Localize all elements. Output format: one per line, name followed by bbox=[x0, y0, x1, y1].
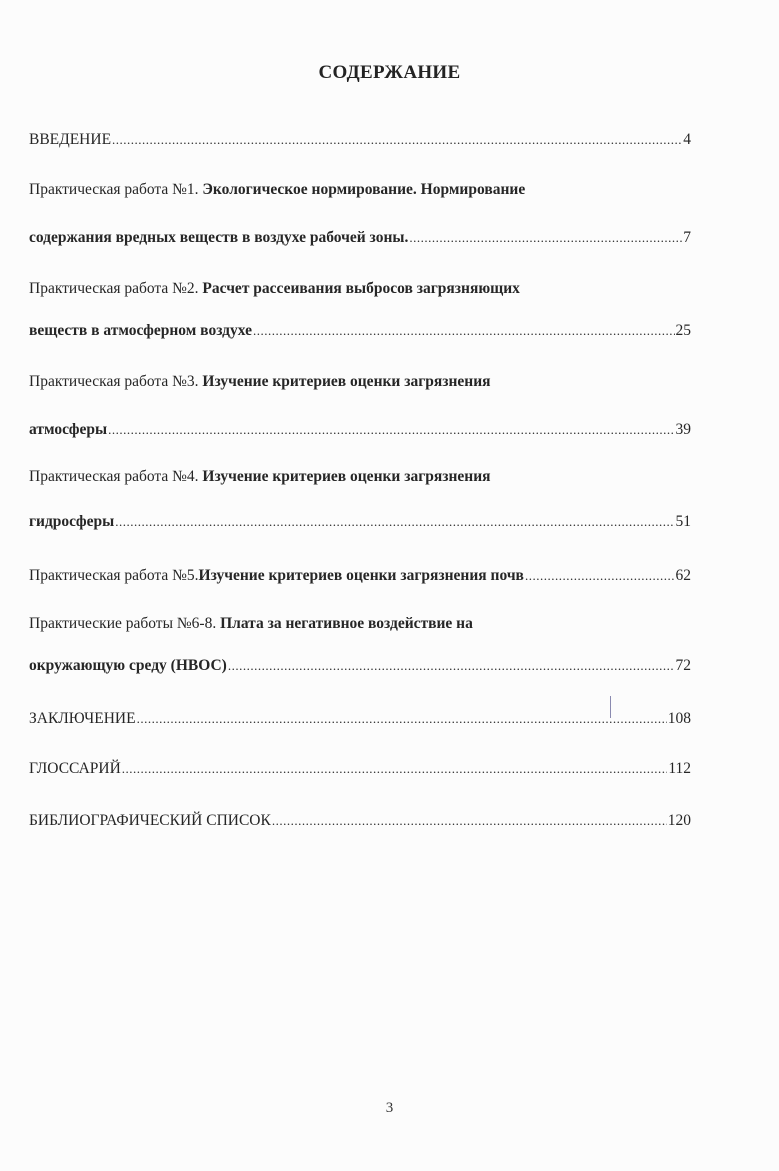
toc-entry-practical-6-8-line1[interactable] bbox=[29, 614, 691, 634]
toc-leader-dots bbox=[115, 512, 674, 532]
toc-page-number: 72 bbox=[675, 657, 691, 674]
toc-leader-dots bbox=[525, 566, 675, 586]
toc-entry-prefix: Практическая работа №1. bbox=[29, 181, 203, 198]
toc-entry-label: ВВЕДЕНИЕ bbox=[29, 131, 112, 148]
toc-leader-dots bbox=[253, 321, 675, 341]
toc-entry-conclusion[interactable] bbox=[29, 709, 691, 729]
toc-entry-prefix: Практическая работа №2. bbox=[29, 280, 203, 297]
toc-entry-practical-4-line2[interactable] bbox=[29, 512, 691, 532]
toc-heading: СОДЕРЖАНИЕ bbox=[318, 62, 461, 83]
toc-page-number: 39 bbox=[675, 421, 691, 438]
toc-entry-title: Изучение критериев оценки загрязнения bbox=[202, 468, 491, 485]
toc-entry-prefix: Практическая работа №5. bbox=[29, 567, 199, 584]
toc-leader-dots bbox=[228, 656, 675, 676]
toc-entry-practical-1-line2[interactable] bbox=[29, 228, 691, 248]
toc-entry-practical-5[interactable] bbox=[29, 566, 691, 586]
toc-page-number: 108 bbox=[667, 710, 691, 727]
page-number-footer: 3 bbox=[385, 1100, 394, 1116]
toc-leader-dots bbox=[122, 759, 668, 779]
toc-entry-title: Расчет рассеивания выбросов загрязняющих bbox=[202, 280, 520, 297]
toc-entry-title: Плата за негативное воздействие на bbox=[220, 615, 473, 632]
toc-entry-bibliography[interactable] bbox=[29, 811, 691, 831]
toc-entry-practical-3-line2[interactable] bbox=[29, 420, 691, 440]
toc-entry-practical-1-line1[interactable] bbox=[29, 180, 691, 200]
toc-entry-prefix: Практическая работа №3. bbox=[29, 373, 203, 390]
toc-entry-glossary[interactable] bbox=[29, 759, 691, 779]
toc-leader-dots bbox=[409, 228, 682, 248]
toc-entry-title-continued: содержания вредных веществ в воздухе рабочей зоны. bbox=[29, 229, 409, 246]
toc-page-number: 112 bbox=[668, 760, 691, 777]
toc-entry-title: Изучение критериев оценки загрязнения почв bbox=[198, 567, 524, 584]
toc-entry-introduction[interactable] bbox=[29, 130, 691, 150]
toc-leader-dots bbox=[108, 420, 674, 440]
toc-entry-practical-2-line1[interactable] bbox=[29, 279, 691, 299]
toc-entry-title-continued: атмосферы bbox=[29, 421, 108, 438]
toc-entry-practical-2-line2[interactable] bbox=[29, 321, 691, 341]
toc-entry-practical-4-line1[interactable] bbox=[29, 467, 691, 487]
toc-entry-practical-6-8-line2[interactable] bbox=[29, 656, 691, 676]
toc-entry-label: БИБЛИОГРАФИЧЕСКИЙ СПИСОК bbox=[29, 812, 271, 829]
toc-entry-title: Изучение критериев оценки загрязнения bbox=[202, 373, 491, 390]
toc-entry-title: Экологическое нормирование. Нормирование bbox=[202, 181, 526, 198]
toc-entry-title-continued: гидросферы bbox=[29, 513, 115, 530]
toc-leader-dots bbox=[112, 130, 682, 150]
toc-entry-label: ЗАКЛЮЧЕНИЕ bbox=[29, 710, 136, 727]
toc-page-number: 51 bbox=[675, 513, 691, 530]
toc-entry-prefix: Практическая работа №4. bbox=[29, 468, 203, 485]
toc-page-number: 62 bbox=[675, 567, 691, 584]
toc-page-number: 4 bbox=[683, 131, 691, 148]
toc-entry-label: ГЛОССАРИЙ bbox=[29, 760, 121, 777]
toc-entry-prefix: Практические работы №6-8. bbox=[29, 615, 221, 632]
toc-page-number: 7 bbox=[683, 229, 691, 246]
toc-entry-title-continued: окружающую среду (НВОС) bbox=[29, 657, 227, 674]
toc-leader-dots bbox=[272, 811, 667, 831]
toc-page-number: 120 bbox=[667, 812, 691, 829]
toc-entry-practical-3-line1[interactable] bbox=[29, 372, 691, 392]
toc-leader-dots bbox=[137, 709, 667, 729]
toc-page-number: 25 bbox=[675, 322, 691, 339]
toc-entry-title-continued: веществ в атмосферном воздухе bbox=[29, 322, 252, 339]
